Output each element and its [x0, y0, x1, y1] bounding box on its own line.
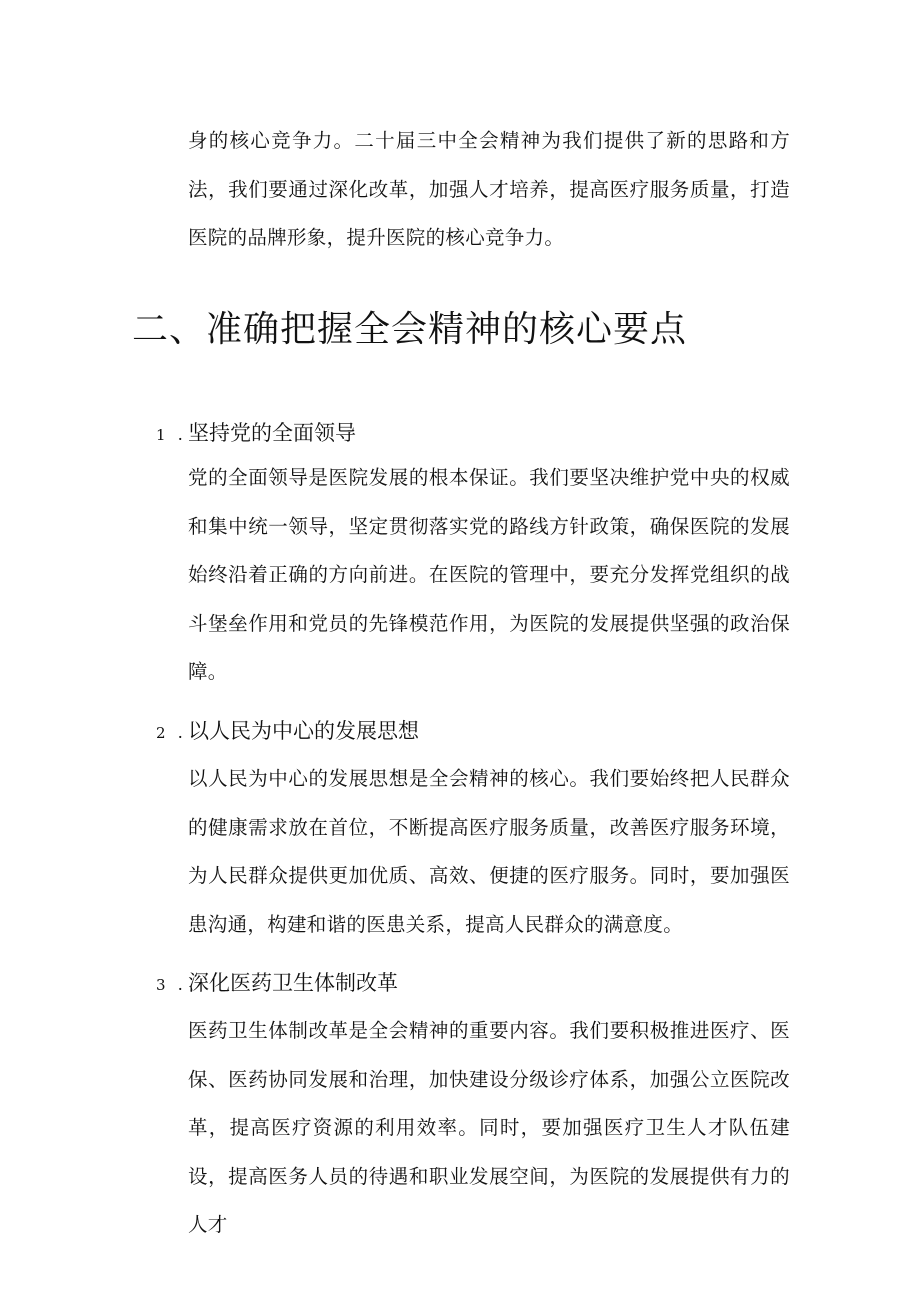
subsection-heading-3: [156, 965, 398, 1003]
subsection-title: 坚持党的全面领导: [188, 421, 356, 445]
subsection-dot: .: [178, 974, 183, 994]
subsection-title: 深化医药卫生体制改革: [188, 971, 398, 995]
subsection-title: 以人民为中心的发展思想: [188, 719, 419, 743]
subsection-heading-1: [156, 415, 356, 453]
subsection-number: 2: [156, 724, 166, 742]
subsection-body-3: 医药卫生体制改革是全会精神的重要内容。我们要积极推进医疗、医保、医药协同发展和治理，加快建设分级诊疗体系，加强公立医院改革，提高医疗资源的利用效率。同时，要加强医疗卫生人才队伍建设，提高医务人员的待遇和职业发展空间，为医院的发展提供有力的人才: [188, 1019, 790, 1236]
subsection-number: 3: [156, 976, 166, 994]
subsection-heading-2: [156, 713, 419, 751]
subsection-dot: .: [178, 424, 183, 444]
section-heading: 二、准确把握全会精神的核心要点: [132, 309, 688, 350]
subsection-number: 1: [156, 426, 166, 444]
subsection-dot: .: [178, 722, 183, 742]
subsection-body-1: 党的全面领导是医院发展的根本保证。我们要坚决维护党中央的权威和集中统一领导，坚定贯彻落实党的路线方针政策，确保医院的发展始终沿着正确的方向前进。在医院的管理中，要充分发挥党组织的战斗堡垒作用和党员的先锋模范作用，为医院的发展提供坚强的政治保障。: [188, 466, 790, 683]
top-paragraph: 身的核心竞争力。二十届三中全会精神为我们提供了新的思路和方法，我们要通过深化改革，加强人才培养，提高医疗服务质量，打造医院的品牌形象，提升医院的核心竞争力。: [188, 129, 790, 249]
subsection-body-2: 以人民为中心的发展思想是全会精神的核心。我们要始终把人民群众的健康需求放在首位，不断提高医疗服务质量，改善医疗服务环境，为人民群众提供更加优质、高效、便捷的医疗服务。同时，要加强医患沟通，构建和谐的医患关系，提高人民群众的满意度。: [188, 767, 790, 936]
